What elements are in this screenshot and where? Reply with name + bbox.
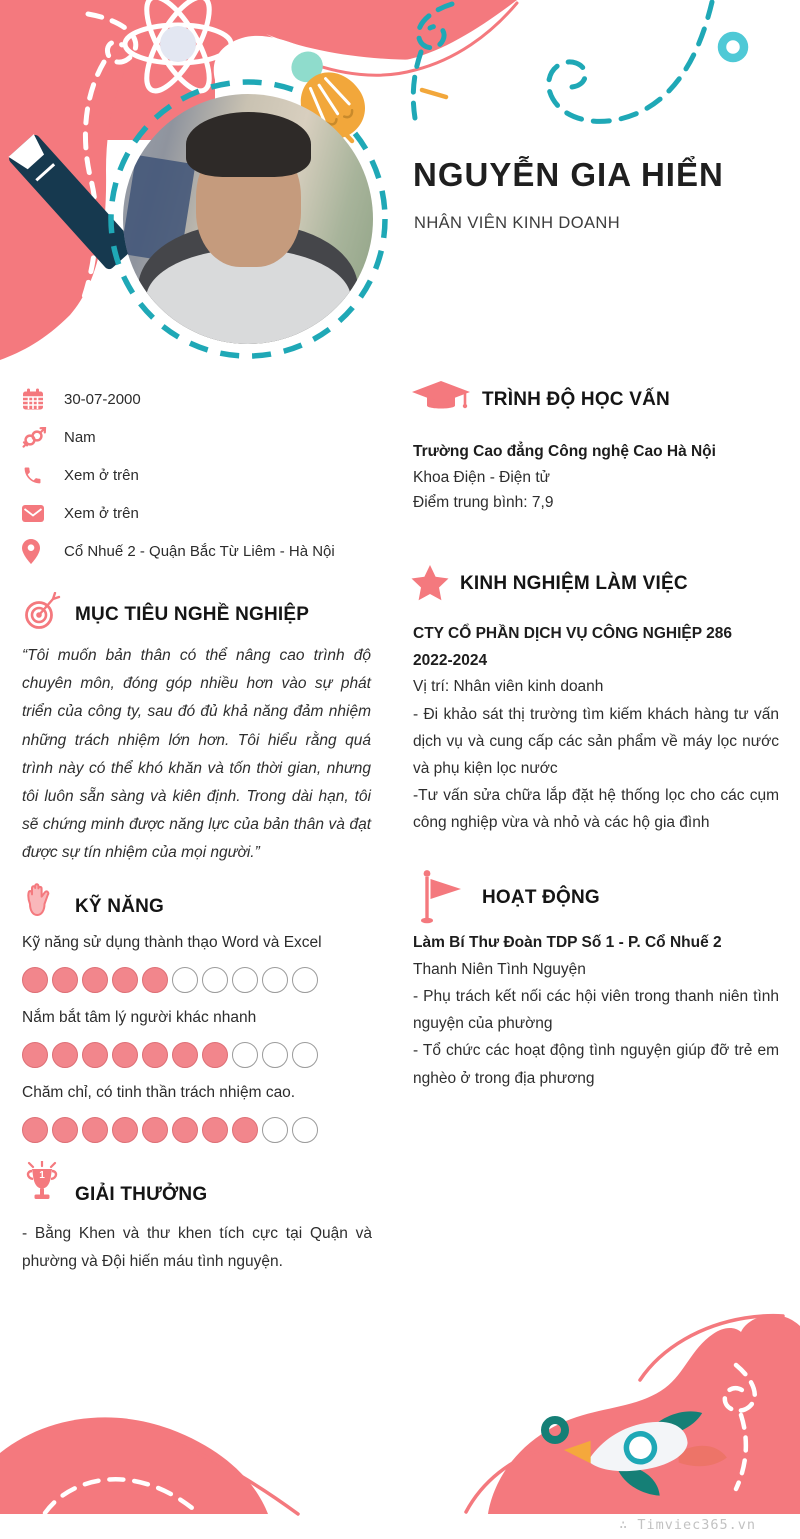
skill-dot-filled bbox=[82, 1117, 108, 1143]
experience-company: CTY CỔ PHẦN DỊCH VỤ CÔNG NGHIỆP 286 bbox=[413, 625, 732, 642]
experience-title: KINH NGHIỆM LÀM VIỆC bbox=[460, 573, 688, 594]
info-row-phone bbox=[22, 456, 382, 494]
skill-dot-filled bbox=[22, 967, 48, 993]
education-faculty: Khoa Điện - Điện tử bbox=[413, 468, 551, 486]
activities-bullets bbox=[413, 983, 779, 1092]
candidate-name: NGUYỄN GIA HIỂN bbox=[413, 156, 724, 193]
skill-dot-filled bbox=[82, 1042, 108, 1068]
activities-role: Làm Bí Thư Đoàn TDP Số 1 - P. Cổ Nhuế 2 bbox=[413, 934, 722, 951]
phone-value: Xem ở trên bbox=[64, 466, 139, 484]
teal-dashed-curve-2 bbox=[549, 2, 712, 121]
skill-dot-filled bbox=[22, 1042, 48, 1068]
candidate-job-title: NHÂN VIÊN KINH DOANH bbox=[414, 214, 621, 232]
skill-dot-filled bbox=[112, 967, 138, 993]
photo-hair bbox=[186, 112, 311, 177]
skill-dot-filled bbox=[142, 967, 168, 993]
personal-info-list bbox=[22, 380, 382, 570]
location-pin-icon bbox=[22, 539, 48, 564]
objective-text: “Tôi muốn bản thân có thể nâng cao trình độ chuyên môn, đóng góp nhiều hơn vào sự phát triển của công ty, sau đó đủ khả năng đảm nhiệm những trách nhiệm lớn hơn. Tôi hiểu rằng quá trình này có thể khó khăn và tốn thời gian, nhưng tôi luôn sẵn sàng và kiên định. Trong dài hạn, tôi sẽ chứng minh được năng lực của bản thân và đạt được sự tín nhiệm của mọi người.” bbox=[22, 647, 371, 862]
skill-dot-filled bbox=[82, 967, 108, 993]
skill-dot-filled bbox=[52, 1117, 78, 1143]
skills-list bbox=[22, 934, 374, 1159]
profile-photo bbox=[123, 94, 373, 344]
skill-dot-empty bbox=[292, 967, 318, 993]
skill-label: Kỹ năng sử dụng thành thạo Word và Excel bbox=[22, 934, 322, 951]
info-row-birthday bbox=[22, 380, 382, 418]
hand-icon bbox=[24, 882, 56, 920]
skill-dot-filled bbox=[22, 1117, 48, 1143]
skill-dot-filled bbox=[232, 1117, 258, 1143]
skill-dot-filled bbox=[142, 1042, 168, 1068]
skill-dot-empty bbox=[292, 1042, 318, 1068]
skill-dot-empty bbox=[172, 967, 198, 993]
birthday-value: 30-07-2000 bbox=[64, 390, 141, 408]
info-row-gender bbox=[22, 418, 382, 456]
skill-dot-empty bbox=[232, 967, 258, 993]
skill-dot-filled bbox=[112, 1042, 138, 1068]
experience-period: 2022-2024 bbox=[413, 651, 488, 669]
trophy-icon bbox=[24, 1161, 60, 1205]
activities-block bbox=[413, 930, 779, 1092]
watermark: ∴ Timviec365.vn bbox=[619, 1517, 756, 1533]
gender-icon bbox=[22, 427, 48, 448]
svg-text:1: 1 bbox=[39, 1170, 45, 1181]
experience-position: Vị trí: Nhân viên kinh doanh bbox=[413, 678, 604, 695]
activities-org: Thanh Niên Tình Nguyện bbox=[413, 960, 586, 978]
education-gpa: Điểm trung bình: 7,9 bbox=[413, 494, 554, 511]
bullet-line: - Phụ trách kết nối các hội viên trong thanh niên tình nguyện của phường bbox=[413, 988, 779, 1033]
skill-level-dots bbox=[22, 1117, 374, 1143]
flag-icon bbox=[420, 869, 464, 925]
skill-dot-empty bbox=[202, 967, 228, 993]
skills-title: KỸ NĂNG bbox=[75, 896, 165, 917]
blob-bottom-left bbox=[0, 1417, 268, 1514]
skill-dot-filled bbox=[142, 1117, 168, 1143]
phone-icon bbox=[22, 465, 48, 486]
skill-dot-empty bbox=[232, 1042, 258, 1068]
skill-dot-filled bbox=[112, 1117, 138, 1143]
skill-dot-filled bbox=[172, 1042, 198, 1068]
activities-title: HOẠT ĐỘNG bbox=[482, 887, 600, 908]
skill-dot-empty bbox=[262, 967, 288, 993]
teal-donut-icon bbox=[722, 36, 744, 58]
bullet-line: -Tư vấn sửa chữa lắp đặt hệ thống lọc cho các cụm công nghiệp vừa và nhỏ và các hộ gia đình bbox=[413, 787, 779, 832]
education-block bbox=[413, 439, 777, 516]
education-title: TRÌNH ĐỘ HỌC VẤN bbox=[482, 389, 670, 410]
skill-level-dots bbox=[22, 1042, 374, 1068]
experience-block bbox=[413, 621, 779, 837]
bullet-line: - Đi khảo sát thị trường tìm kiếm khách hàng tư vấn dịch vụ và cung cấp các sản phẩm về máy lọc nước và phụ kiện lọc nước bbox=[413, 705, 779, 777]
skill-label: Nắm bắt tâm lý người khác nhanh bbox=[22, 1009, 257, 1026]
star-icon bbox=[411, 565, 449, 601]
gender-value: Nam bbox=[64, 428, 96, 446]
skill-dot-filled bbox=[202, 1117, 228, 1143]
info-row-address bbox=[22, 532, 382, 570]
skill-label: Chăm chỉ, có tinh thần trách nhiệm cao. bbox=[22, 1084, 296, 1101]
skill-dot-empty bbox=[292, 1117, 318, 1143]
skill-dot-filled bbox=[52, 967, 78, 993]
bullet-line: - Tổ chức các hoạt động tình nguyện giúp đỡ trẻ em nghèo ở trong địa phương bbox=[413, 1042, 779, 1087]
skill-dot-filled bbox=[52, 1042, 78, 1068]
skill-dot-filled bbox=[172, 1117, 198, 1143]
target-icon bbox=[23, 592, 61, 630]
mail-icon bbox=[22, 505, 48, 522]
graduation-cap-icon bbox=[411, 380, 471, 416]
objective-title: MỤC TIÊU NGHỀ NGHIỆP bbox=[75, 604, 310, 625]
calendar-icon bbox=[22, 388, 48, 411]
address-value: Cổ Nhuế 2 - Quận Bắc Từ Liêm - Hà Nội bbox=[64, 542, 335, 560]
awards-title: GIẢI THƯỞNG bbox=[75, 1184, 208, 1205]
skill-dot-empty bbox=[262, 1117, 288, 1143]
experience-bullets bbox=[413, 701, 779, 837]
skill-dot-filled bbox=[202, 1042, 228, 1068]
bottom-decoration bbox=[0, 1279, 800, 1539]
awards-text: - Bằng Khen và thư khen tích cực tại Quận và phường và Đội hiến máu tình nguyện. bbox=[22, 1225, 372, 1270]
skill-dot-empty bbox=[262, 1042, 288, 1068]
skill-level-dots bbox=[22, 967, 374, 993]
info-row-email bbox=[22, 494, 382, 532]
email-value: Xem ở trên bbox=[64, 504, 139, 522]
education-school: Trường Cao đẳng Công nghệ Cao Hà Nội bbox=[413, 443, 716, 460]
